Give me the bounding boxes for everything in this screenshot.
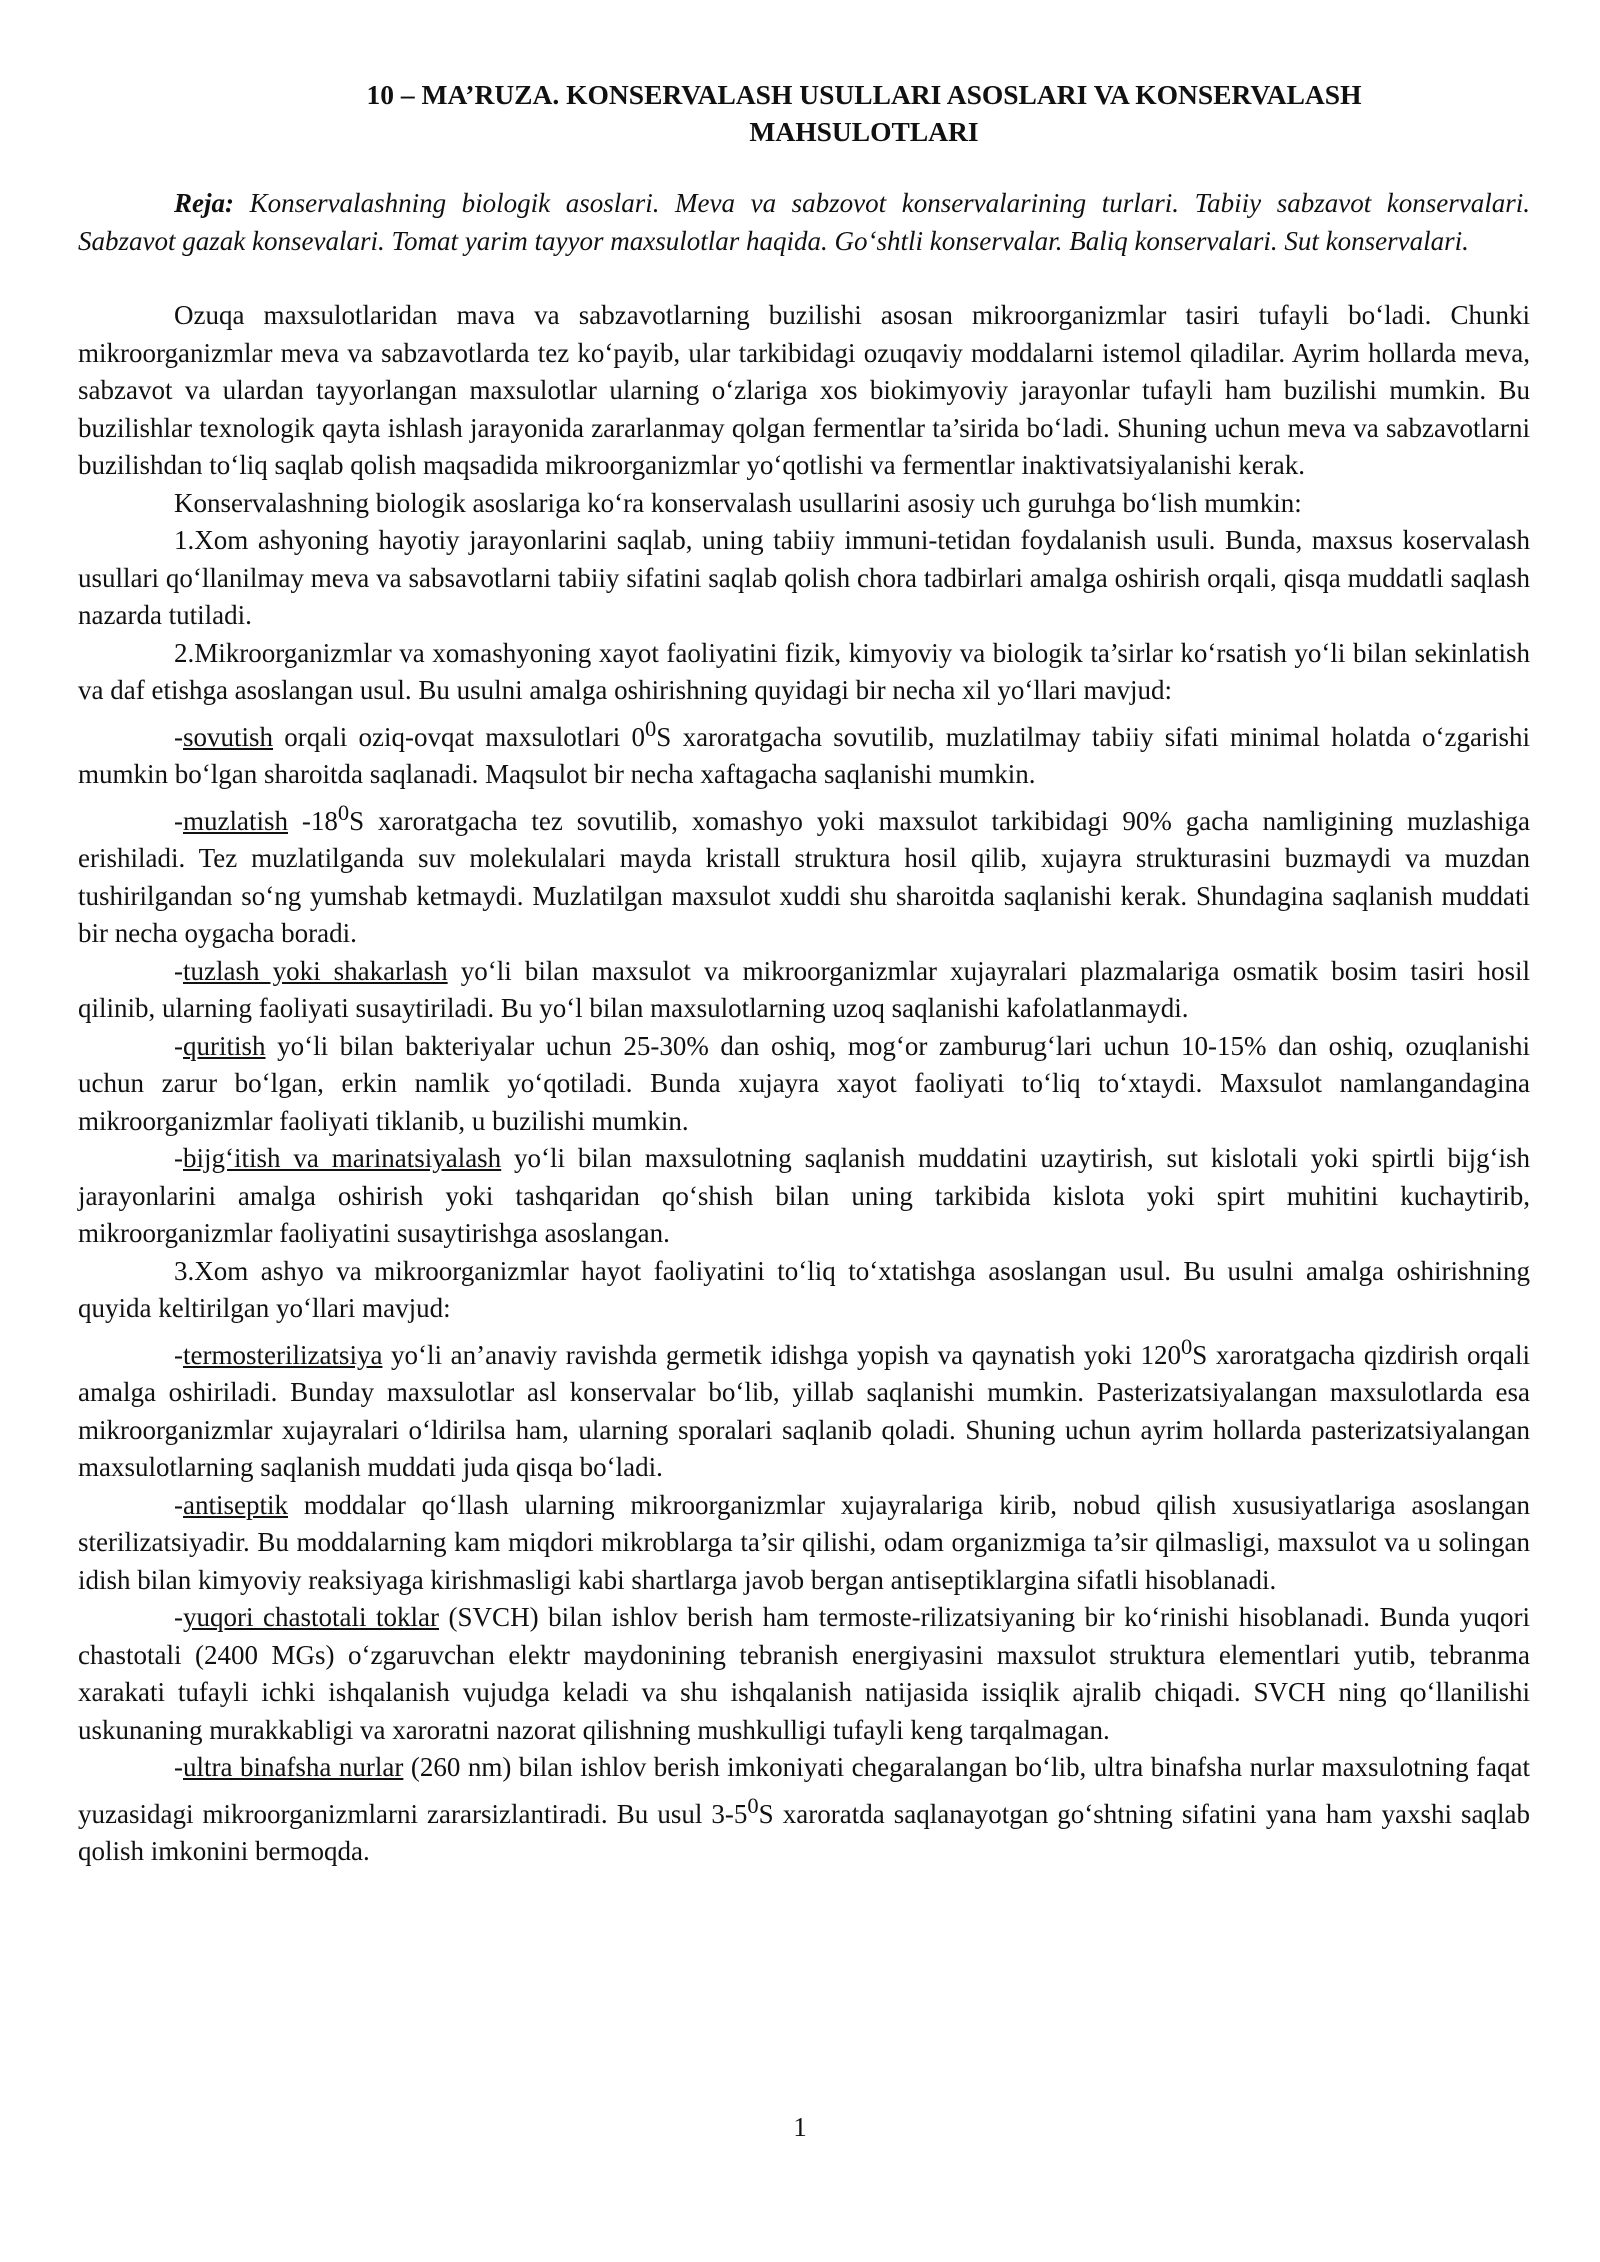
paragraph-sovutish xyxy=(78,710,1530,794)
paragraph-muzlatish xyxy=(78,794,1530,953)
dash: - xyxy=(174,721,183,752)
antiseptik-text: moddalar qo‘llash ularning mikroorganizmlar xujayralariga kirib, nobud qilish xususiyatlariga asoslangan sterilizatsiyadir. Bu moddalarning kam miqdori mikroblarga ta’sir qilishi, odam organizmiga ta’sir qilmasligi, maxsulot va u solingan idish bilan kimyoviy reaksiyaga kirishmasligi kabi shartlarga javob bergan antiseptiklargina sifatli hisoblanadi. xyxy=(78,1489,1530,1595)
paragraph-intro: Ozuqa maxsulotlaridan mava va sabzavotlarning buzilishi asosan mikroorganizmlar tasiri tufayli bo‘ladi. Chunki mikroorganizmlar meva va sabzavotlarda tez ko‘payib, ular tarkibidagi ozuqaviy moddalarni istemol qiladilar. Ayrim hollarda meva, sabzavot va ulardan tayyorlangan maxsulotlar ularning o‘zlariga xos biokimyoviy jarayonlar tufayli ham buzilishi mumkin. Bu buzilishlar texnologik qayta ishlash jarayonida zararlanmay qolgan fermentlar ta’sirida bo‘ladi. Shuning uchun meva va sabzavotlarni buzilishdan to‘liq saqlab qolish maqsadida mikroorganizmlar yo‘qotlishi va fermentlar inaktivatsiyalanishi kerak. xyxy=(78,300,1530,480)
lecture-title xyxy=(78,76,1530,150)
dash: - xyxy=(174,1030,183,1061)
paragraph-method-3: 3.Xom ashyo va mikroorganizmlar hayot faoliyatini to‘liq to‘xtatishga asoslangan usul. Bu usulni amalga oshirishning quyida keltirilgan yo‘llari mavjud: xyxy=(78,1255,1530,1323)
degree-superscript: 0 xyxy=(337,799,350,825)
muzlatish-text-2: S xaroratgacha tez sovutilib, xomashyo yoki maxsulot tarkibidagi 90% gacha namligining muzlashiga erishiladi. Tez muzlatilganda suv molekulalari mayda kristall struktura hosil qilib, xujayra strukturasini buzmaydi va muzdan tushirilgandan so‘ng yumshab ketmaydi. Muzlatilgan maxsulot xuddi shu sharoitda saqlanishi kerak. Shundagina saqlanish muddati bir necha oygacha boradi. xyxy=(78,805,1530,948)
ultra-text-1: (260 nm) bilan ishlov berish imkoniyati chegaralangan bo‘lib, ultra binafsha nurlar maxsulotning faqat yuzasidagi mikroorganizmlarni zararsizlantiradi. Bu usul 3-5 xyxy=(78,1752,1531,1829)
muzlatish-text-1: -18 xyxy=(287,805,338,836)
term-tuzlash: tuzlash yoki shakarlash xyxy=(183,955,448,986)
term-quritish: quritish xyxy=(183,1030,266,1061)
tuzlash-text: yo‘li bilan maxsulot va mikroorganizmlar xujayralari plazmalariga osmatik bosim tasiri hosil qilinib, ularning faoliyati susaytiriladi. Bu yo‘l bilan maxsulotlarning uzoq saqlanishi kafolatlanmaydi. xyxy=(78,955,1530,1023)
page-number: 1 xyxy=(793,2112,807,2142)
dash: - xyxy=(174,955,183,986)
plan-label: Reja: xyxy=(174,188,234,218)
paragraph-termosterilizatsiya xyxy=(78,1328,1530,1487)
term-termosterilizatsiya: termosterilizatsiya xyxy=(183,1339,383,1370)
paragraph-ultra xyxy=(78,1749,1530,1871)
paragraph-tuzlash xyxy=(78,953,1530,1028)
paragraph-svch xyxy=(78,1599,1530,1749)
degree-superscript: 0 xyxy=(645,715,657,741)
term-bijgitish: bijg‘itish va marinatsiyalash xyxy=(183,1143,502,1173)
svch-text: (SVCH) bilan ishlov berish ham termoste-rilizatsiyaning bir ko‘rinishi hisoblanadi. Bunda yuqori chastotali (2400 MGs) o‘zgaruvchan elektr maydonining tebranish energiyasini maxsulot struktura elementlari yutib, tebranma xarakati tufayli ichki ishqalanish vujudga keladi va shu ishqalanish natijasida issiqlik ajralib chiqadi. SVCH ning qo‘llanilishi uskunaning murakkabligi va xaroratni nazorat qilishning mushkulligi tufayli keng tarqalmagan. xyxy=(78,1602,1531,1745)
quritish-text: yo‘li bilan bakteriyalar uchun 25-30% dan oshiq, mog‘or zamburug‘lari uchun 10-15% dan oshiq, ozuqlanishi uchun zarur bo‘lgan, erkin namlik yo‘qotiladi. Bunda xujayra xayot faoliyati to‘liq to‘xtaydi. Maxsulot namlangandagina mikroorganizmlar faoliyati tiklanib, u buzilishi mumkin. xyxy=(78,1030,1530,1136)
term-ultra: ultra binafsha nurlar xyxy=(183,1752,404,1782)
plan-paragraph xyxy=(78,185,1530,260)
dash: - xyxy=(174,1602,183,1632)
paragraph-quritish xyxy=(78,1028,1530,1141)
bijgitish-text: yo‘li bilan maxsulotning saqlanish muddatini uzaytirish, sut kislotali yoki spirtli bijg‘ish jarayonlarini amalga oshirish yoki tashqaridan qo‘shish bilan uning tarkibida kislota yoki spirt muhitini kuchaytirib, mikroorganizmlar faoliyatini susaytirishga asoslangan. xyxy=(78,1143,1530,1248)
dash: - xyxy=(174,805,183,836)
ultra-text-2: S xaroratda saqlanayotgan go‘shtning sifatini yana ham yaxshi saqlab qolish imkonini bermoqda. xyxy=(78,1798,1531,1866)
dash: - xyxy=(174,1339,183,1370)
title-line-1: 10 – MA’RUZA. KONSERVALASH USULLARI ASOSLARI VA KONSERVALASH xyxy=(366,79,1362,110)
term-muzlatish: muzlatish xyxy=(183,805,288,836)
paragraph-groups: Konservalashning biologik asoslariga ko‘ra konservalash usullarini asosiy uch guruhga bo‘lish mumkin: xyxy=(174,487,1302,518)
term-sovutish: sovutish xyxy=(183,721,274,752)
plan-text: Konservalashning biologik asoslari. Meva va sabzovot konservalarining turlari. Tabiiy sabzavot konservalari. Sabzavot gazak konsevalari. Tomat yarim tayyor maxsulotlar haqida. Go‘shtli konservalar. Baliq konservalari. Sut konservalari. xyxy=(78,188,1530,256)
dash: - xyxy=(174,1752,183,1782)
paragraph-bijgitish xyxy=(78,1140,1530,1253)
term-antiseptik: antiseptik xyxy=(183,1489,288,1520)
degree-superscript: 0 xyxy=(1181,1333,1193,1359)
degree-superscript: 0 xyxy=(747,1792,759,1818)
document-page xyxy=(78,76,1530,1871)
termo-text-2: S xaroratgacha qizdirish orqali amalga oshiriladi. Bunday maxsulotlar asl konservalar bo‘lib, yillab saqlanishi mumkin. Pasterizatsiyalangan maxsulotlarda esa mikroorganizmlar xujayralari o‘ldirilsa ham, ularning sporalari saqlanib qoladi. Shuning uchun ayrim hollarda pasterizatsiyalangan maxsulotlarning saqlanish muddati juda qisqa bo‘ladi. xyxy=(78,1339,1530,1482)
sovutish-text-1: orqali oziq-ovqat maxsulotlari 0 xyxy=(273,721,646,752)
sovutish-text-2: S xaroratgacha sovutilib, muzlatilmay tabiiy sifati minimal holatda o‘zgarishi mumkin bo‘lgan sharoitda saqlanadi. Maqsulot bir necha xaftagacha saqlanishi mumkin. xyxy=(78,721,1530,789)
dash: - xyxy=(174,1489,183,1520)
termo-text-1: yo‘li an’anaviy ravishda germetik idishga yopish va qaynatish yoki 120 xyxy=(382,1339,1181,1370)
paragraph-method-2: 2.Mikroorganizmlar va xomashyoning xayot faoliyatini fizik, kimyoviy va biologik ta’sirlar ko‘rsatish yo‘li bilan sekinlatish va daf etishga asoslangan usul. Bu usulni amalga oshirishning quyidagi bir necha xil yo‘llari mavjud: xyxy=(78,637,1530,705)
paragraph-method-1: 1.Xom ashyoning hayotiy jarayonlarini saqlab, uning tabiiy immuni-tetidan foydalanish usuli. Bunda, maxsus koservalash usullari qo‘llanilmay meva va sabsavotlarni tabiiy sifatini saqlab qolish chora tadbirlari amalga oshirish orqali, qisqa muddatli saqlash nazarda tutiladi. xyxy=(78,525,1530,630)
paragraph-antiseptik xyxy=(78,1487,1530,1600)
term-svch: yuqori chastotali toklar xyxy=(183,1602,440,1632)
title-line-2: MAHSULOTLARI xyxy=(749,116,979,147)
dash: - xyxy=(174,1143,183,1173)
